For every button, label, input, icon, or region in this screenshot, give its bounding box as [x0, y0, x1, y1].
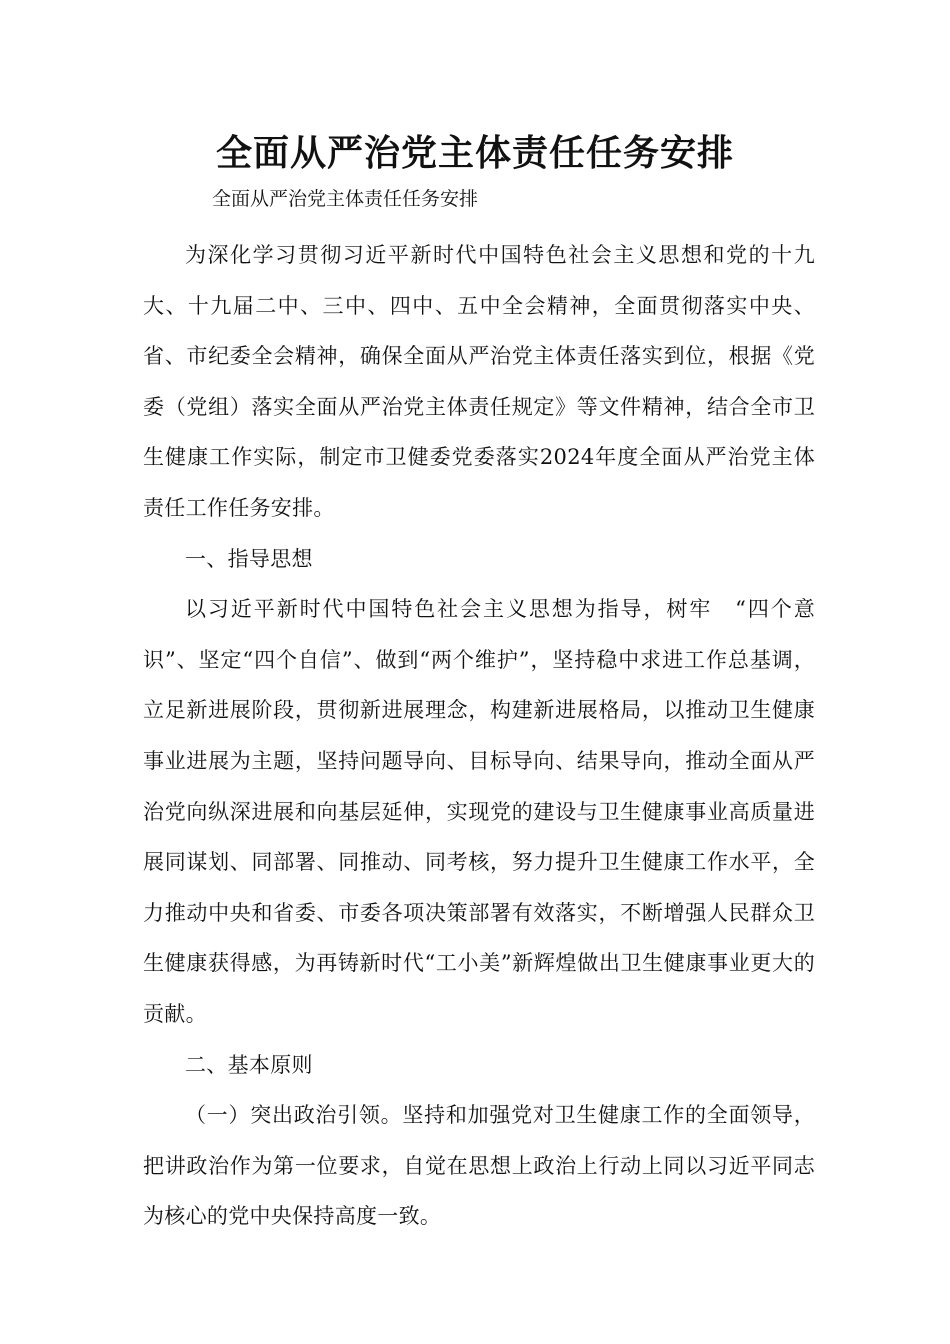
document-title: 全面从严治党主体责任任务安排	[215, 133, 734, 174]
principle-item-1: （一）突出政治引领。坚持和加强党对卫生健康工作的全面领导，把讲政治作为第一位要求，自觉在思想上政治上行动上同以习近平同志为核心的党中央保持高度一致。	[143, 1103, 815, 1229]
section-heading-basic-principles: 二、基本原则	[185, 1052, 313, 1077]
document-subtitle: 全面从严治党主体责任任务安排	[212, 188, 479, 210]
document-body	[143, 230, 815, 1242]
intro-paragraph: 为深化学习贯彻习近平新时代中国特色社会主义思想和党的十九大、十九届二中、三中、四中、五中全会精神，全面贯彻落实中央、省、市纪委全会精神，确保全面从严治党主体责任落实到位，根据《党委（党组）落实全面从严治党主体责任规定》等文件精神，结合全市卫生健康工作实际，制定市卫健委党委落实2024年度全面从严治党主体责任工作任务安排。	[143, 243, 815, 520]
guiding-ideology-paragraph: 以习近平新时代中国特色社会主义思想为指导，树牢 “四个意识”、坚定“四个自信”、做到“两个维护”，坚持稳中求进工作总基调，立足新进展阶段，贯彻新进展理念，构建新进展格局，以推动卫生健康事业进展为主题，坚持问题导向、目标导向、结果导向，推动全面从严治党向纵深进展和向基层延伸，实现党的建设与卫生健康事业高质量进展同谋划、同部署、同推动、同考核，努力提升卫生健康工作水平，全力推动中央和省委、市委各项决策部署有效落实，不断增强人民群众卫生健康获得感，为再铸新时代“工小美”新辉煌做出卫生健康事业更大的贡献。	[143, 597, 815, 1026]
section-heading-guiding-ideology: 一、指导思想	[185, 546, 313, 571]
